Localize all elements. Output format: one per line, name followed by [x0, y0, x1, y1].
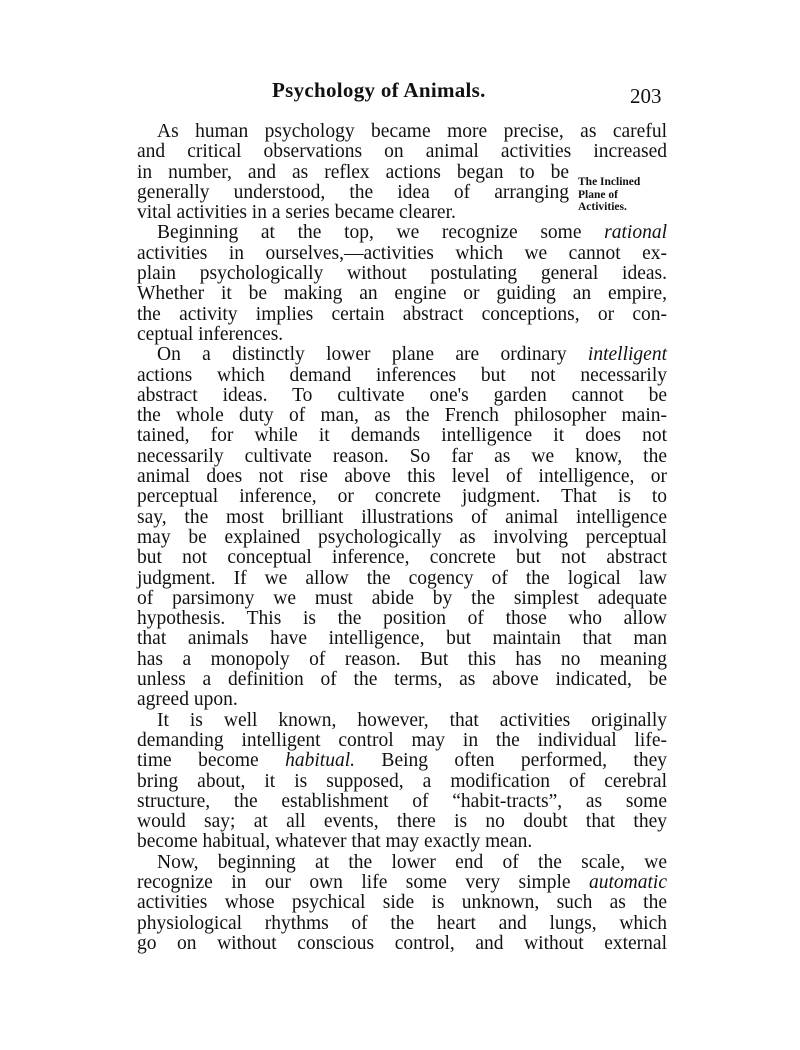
text-line	[137, 223, 667, 243]
text-line: agreed upon.	[137, 689, 238, 711]
text-line: of parsimony we must abide by the simplest adequate	[137, 587, 667, 609]
text-line: and critical observations on animal activities increased	[137, 141, 667, 163]
text-line: structure, the establishment of “habit-tracts”, as some	[137, 790, 667, 812]
page-number: 203	[630, 84, 662, 108]
text-line: judgment. If we allow the cogency of the logical law	[137, 567, 667, 589]
text-line: perceptual inference, or concrete judgment. That is to	[137, 486, 667, 508]
text-line: necessarily cultivate reason. So far as we know, the	[137, 445, 667, 467]
text-run: On a distinctly lower plane are ordinary	[157, 344, 588, 366]
text-line: become habitual, whatever that may exactly mean.	[137, 831, 533, 853]
emphasis-text: rational	[604, 222, 667, 244]
text-line: physiological rhythms of the heart and lungs, which	[137, 912, 667, 934]
text-line: activities in ourselves,—activities which we cannot ex-	[137, 242, 667, 264]
margin-note-line: The Inclined	[578, 176, 641, 188]
text-line	[137, 873, 667, 893]
text-line: may be explained psychologically as involving perceptual	[137, 526, 667, 548]
emphasis-text: habitual.	[285, 750, 356, 772]
text-line: vital activities in a series became clearer.	[137, 202, 456, 224]
text-line: It is well known, however, that activities originally	[157, 709, 667, 731]
text-run: Beginning at the top, we recognize some	[157, 222, 605, 244]
text-line: generally understood, the idea of arranging	[137, 181, 569, 203]
page-header	[0, 78, 800, 108]
body-text	[137, 122, 667, 954]
text-line: that animals have intelligence, but maintain that man	[137, 628, 667, 650]
text-line: actions which demand inferences but not necessarily	[137, 364, 667, 386]
emphasis-text: intelligent	[587, 344, 667, 366]
text-line: in number, and as reflex actions began to be	[137, 161, 569, 183]
text-line: bring about, it is supposed, a modification of cerebral	[137, 770, 667, 792]
text-line: ceptual inferences.	[137, 323, 284, 345]
text-line: has a monopoly of reason. But this has no meaning	[137, 648, 667, 670]
text-line: tained, for while it demands intelligence it does not	[137, 425, 667, 447]
text-line: say, the most brilliant illustrations of animal intelligence	[137, 506, 667, 528]
text-line: abstract ideas. To cultivate one's garden cannot be	[137, 384, 667, 406]
text-run: time become	[137, 750, 286, 772]
text-run: Being often performed, they	[355, 750, 667, 772]
text-line: activities whose psychical side is unknown, such as the	[137, 892, 667, 914]
text-line: As human psychology became more precise, as careful	[157, 121, 667, 142]
text-line: Now, beginning at the lower end of the scale, we	[157, 851, 667, 873]
text-line	[137, 345, 667, 365]
running-title: Psychology of Animals.	[272, 78, 486, 102]
text-line: go on without conscious control, and without external	[137, 932, 667, 954]
text-line	[137, 751, 667, 771]
text-line: hypothesis. This is the position of those who allow	[137, 608, 667, 630]
margin-note-line: Plane of	[578, 188, 618, 201]
text-line: demanding intelligent control may in the individual life-	[137, 729, 667, 751]
text-line: plain psychologically without postulating general ideas.	[137, 263, 667, 285]
text-line: would say; at all events, there is no doubt that they	[137, 811, 667, 833]
emphasis-text: automatic	[589, 871, 667, 893]
text-line: the whole duty of man, as the French philosopher main-	[137, 405, 667, 427]
text-line: the activity implies certain abstract conceptions, or con-	[137, 303, 667, 325]
text-line: unless a definition of the terms, as above indicated, be	[137, 669, 667, 691]
text-line: Whether it be making an engine or guiding an empire,	[137, 283, 667, 305]
text-run: recognize in our own life some very simple	[137, 871, 589, 893]
text-line: animal does not rise above this level of intelligence, or	[137, 466, 667, 488]
text-line: but not conceptual inference, concrete but not abstract	[137, 547, 667, 569]
margin-note-line: Activities.	[578, 201, 627, 213]
